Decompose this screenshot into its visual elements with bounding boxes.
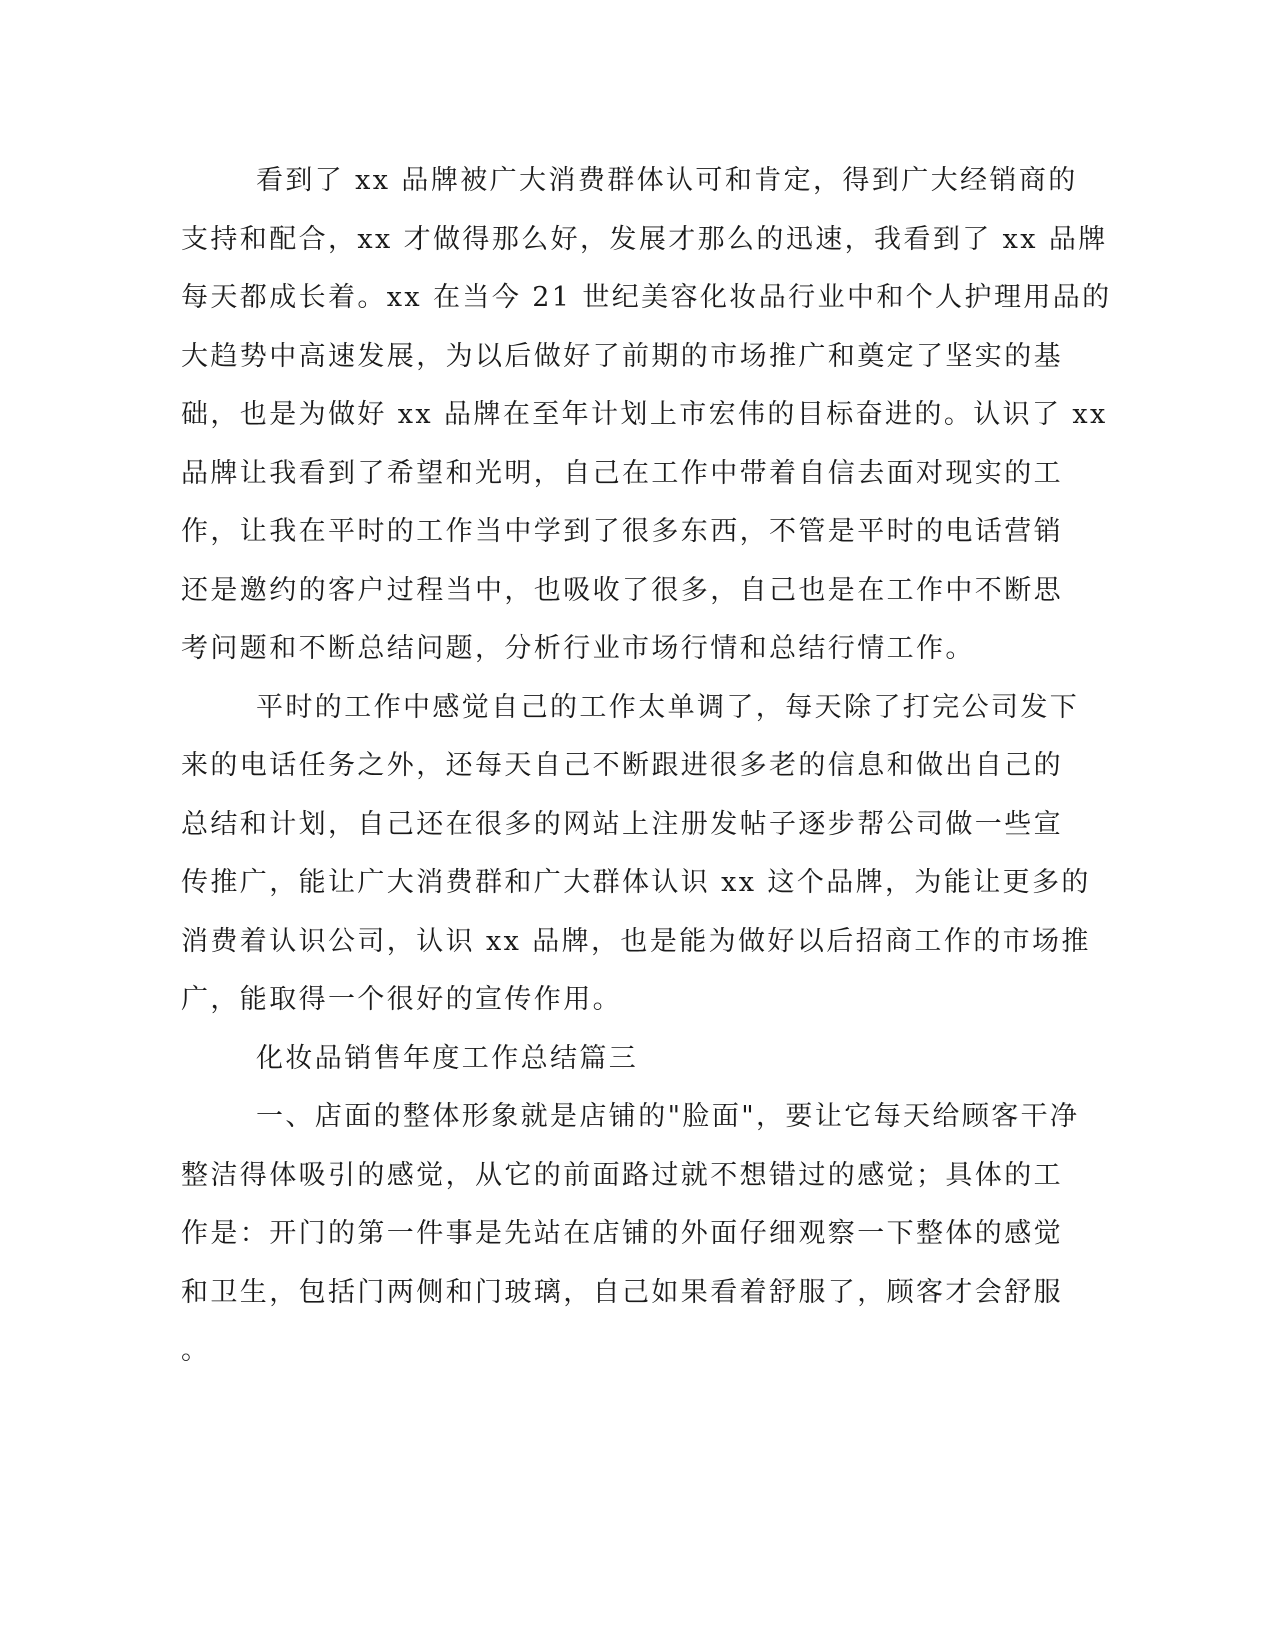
paragraph-1-line-2: 支持和配合，xx 才做得那么好，发展才那么的迅速，我看到了 xx 品牌 (181, 224, 1108, 255)
paragraph-2-line-4: 传推广，能让广大消费群和广大群体认识 xx 这个品牌，为能让更多的 (181, 867, 1091, 898)
paragraph-3-line-2: 整洁得体吸引的感觉，从它的前面路过就不想错过的感觉；具体的工 (181, 1160, 1063, 1191)
paragraph-1-line-8: 还是邀约的客户过程当中，也吸收了很多，自己也是在工作中不断思 (181, 575, 1063, 606)
paragraph-2-line-3: 总结和计划，自己还在很多的网站上注册发帖子逐步帮公司做一些宣 (181, 809, 1063, 840)
paragraph-2-line-6: 广，能取得一个很好的宣传作用。 (181, 984, 622, 1015)
paragraph-1-line-6: 品牌让我看到了希望和光明，自己在工作中带着自信去面对现实的工 (181, 458, 1063, 489)
paragraph-1-line-9: 考问题和不断总结问题，分析行业市场行情和总结行情工作。 (181, 633, 975, 664)
section-heading: 化妆品销售年度工作总结篇三 (256, 1043, 639, 1074)
paragraph-3-line-4: 和卫生，包括门两侧和门玻璃，自己如果看着舒服了，顾客才会舒服 (181, 1277, 1063, 1308)
paragraph-2-line-1: 平时的工作中感觉自己的工作太单调了，每天除了打完公司发下 (256, 692, 1080, 723)
paragraph-1-line-3: 每天都成长着。xx 在当今 21 世纪美容化妆品行业中和个人护理用品的 (181, 282, 1112, 313)
paragraph-1-line-7: 作，让我在平时的工作当中学到了很多东西，不管是平时的电话营销 (181, 516, 1063, 547)
paragraph-3-line-1: 一、店面的整体形象就是店铺的"脸面"，要让它每天给顾客干净 (256, 1101, 1080, 1132)
paragraph-1-line-5: 础，也是为做好 xx 品牌在至年计划上市宏伟的目标奋进的。认识了 xx (181, 399, 1108, 430)
paragraph-2-line-5: 消费着认识公司，认识 xx 品牌，也是能为做好以后招商工作的市场推 (181, 926, 1091, 957)
paragraph-3-line-5: 。 (181, 1335, 211, 1366)
paragraph-1-line-1: 看到了 xx 品牌被广大消费群体认可和肯定，得到广大经销商的 (256, 165, 1078, 196)
paragraph-1-line-4: 大趋势中高速发展，为以后做好了前期的市场推广和奠定了坚实的基 (181, 341, 1063, 372)
paragraph-2-line-2: 来的电话任务之外，还每天自己不断跟进很多老的信息和做出自己的 (181, 750, 1063, 781)
paragraph-3-line-3: 作是：开门的第一件事是先站在店铺的外面仔细观察一下整体的感觉 (181, 1218, 1063, 1249)
